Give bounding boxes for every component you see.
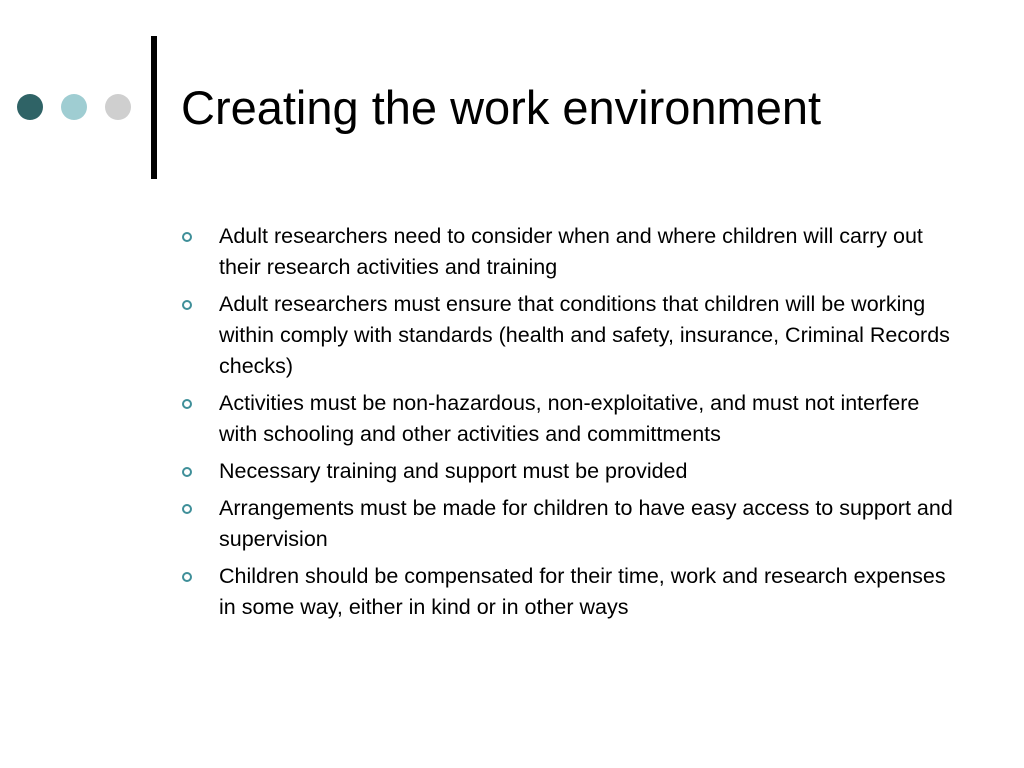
bullet-text: Necessary training and support must be provided <box>219 459 688 483</box>
bullet-item <box>181 221 961 283</box>
bullet-text: Adult researchers need to consider when and where children will carry out their research activities and training <box>219 224 923 279</box>
ring-bullet-icon <box>182 572 192 582</box>
bullet-text: Adult researchers must ensure that conditions that children will be working within comply with standards (health and safety, insurance, Criminal Records checks) <box>219 292 950 378</box>
ring-bullet-icon <box>182 232 192 242</box>
bullet-list <box>181 221 961 629</box>
ring-bullet-icon <box>182 399 192 409</box>
bullet-item <box>181 289 961 382</box>
bullet-item <box>181 456 961 487</box>
bullet-text: Arrangements must be made for children to have easy access to support and supervision <box>219 496 953 551</box>
decorative-dots <box>17 94 131 120</box>
bullet-text: Children should be compensated for their time, work and research expenses in some way, either in kind or in other ways <box>219 564 946 619</box>
bullet-item <box>181 493 961 555</box>
slide-title: Creating the work environment <box>181 81 822 134</box>
bullet-text: Activities must be non-hazardous, non-exploitative, and must not interfere with schooling and other activities and committments <box>219 391 920 446</box>
ring-bullet-icon <box>182 504 192 514</box>
ring-bullet-icon <box>182 467 192 477</box>
bullet-item <box>181 388 961 450</box>
ring-bullet-icon <box>182 300 192 310</box>
dark-teal-dot-icon <box>17 94 43 120</box>
bullet-item <box>181 561 961 623</box>
title-divider-line <box>151 36 157 179</box>
gray-dot-icon <box>105 94 131 120</box>
light-teal-dot-icon <box>61 94 87 120</box>
